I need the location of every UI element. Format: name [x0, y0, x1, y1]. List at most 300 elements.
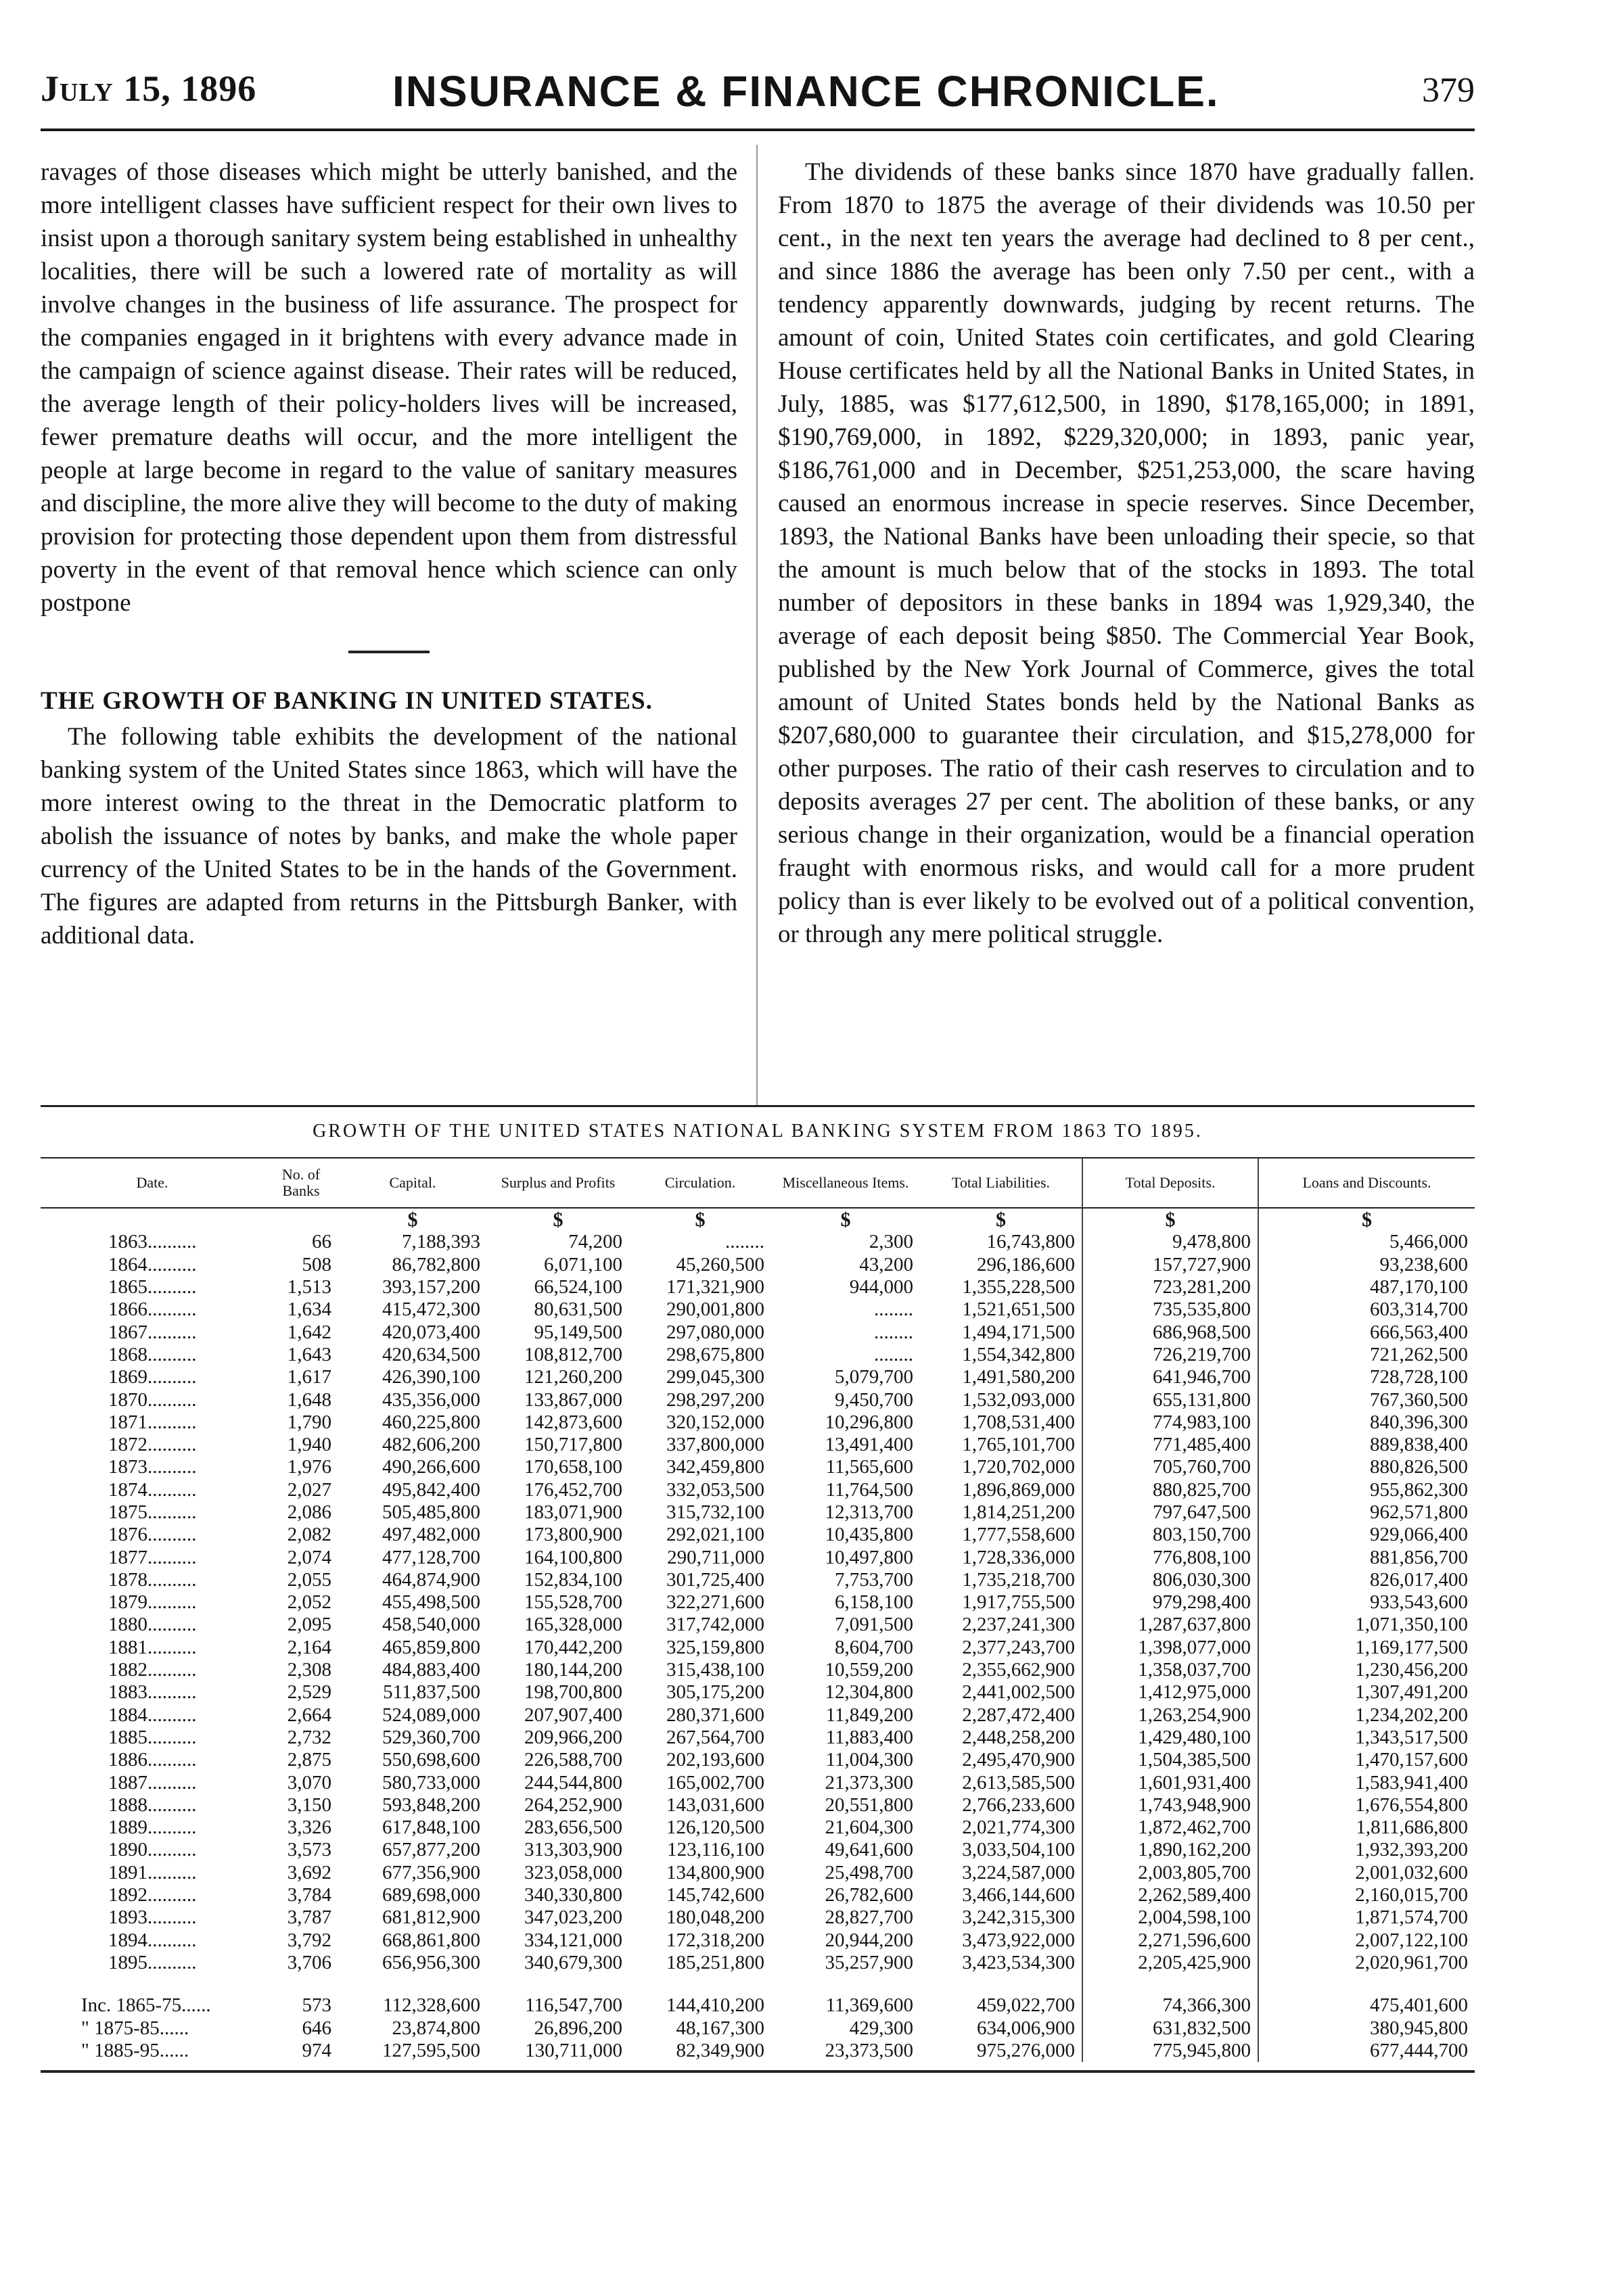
table-cell: 2,355,662,900: [962, 1659, 1075, 1681]
table-cell: 974: [302, 2039, 331, 2061]
table-cell: 2,164: [287, 1636, 331, 1658]
table-cell: 123,116,100: [667, 1839, 764, 1861]
table-cell: 1865..........: [108, 1276, 197, 1298]
table-cell: 35,257,900: [825, 1951, 913, 1973]
table-cell: 686,968,500: [1082, 1321, 1258, 1343]
table-cell: 573: [302, 1994, 331, 2017]
right-paragraph: The dividends of these banks since 1870 have gradually fallen. From 1870 to 1875 the average of their dividends was 10.50 per cent., in the next ten years the average had declined to 8 per cent., and since 1886 the average has been only 7.50 per cent., with a tendency apparently downwards, judging by recent returns. The amount of coin, United States coin certificates, and gold Clearing House certificates held by all the National Banks in United States, in July, 1885, was $177,612,500, in 1890, $178,165,000; in 1891, $190,769,000, in 1892, $229,320,000; in 1893, panic year, $186,761,000 and in December, $251,253,000, the scare having caused an enormous increase in specie reserves. Since December, 1893, the National Banks have been unloading their specie, so that the amount is much below that of the stocks in 1893. The total number of depositors in these banks in 1894 was 1,929,340, the average of each deposit being $850. The Commercial Year Book, published by the New York Journal of Commerce, gives the total amount of United States bonds held by the National Banks as $207,680,000 to guarantee their circulation, and $15,278,000 for other purposes. The ratio of their cash reserves to circulation and to deposits averages 27 per cent. The abolition of these banks, or any serious change in their organization, would be a financial operation fraught with enormous risks, and would call for a more prudent policy than is ever likely to be evolved out of a political convention, or through any mere political struggle.: [778, 158, 1475, 948]
table-cell: 657,877,200: [382, 1839, 480, 1861]
table-cell: 721,262,500: [1258, 1344, 1475, 1366]
table-cell: 1,890,162,200: [1082, 1839, 1258, 1861]
table-cell: 880,826,500: [1258, 1456, 1475, 1478]
table-row: [41, 1929, 1475, 1952]
table-cell: 2,529: [287, 1681, 331, 1704]
table-cell: 1,583,941,400: [1258, 1771, 1475, 1794]
table-cell: 1,765,101,700: [962, 1434, 1075, 1456]
table-cell: 1877..........: [108, 1546, 197, 1568]
table-cell: 677,444,700: [1258, 2040, 1475, 2062]
table-cell: 689,698,000: [382, 1884, 480, 1906]
table-cell: 655,131,800: [1082, 1388, 1258, 1411]
table-cell: 9,450,700: [835, 1388, 913, 1411]
table-cell: [338, 1974, 487, 1994]
table-cell: 3,224,587,000: [962, 1861, 1075, 1883]
table-cell: 23,373,500: [825, 2039, 913, 2061]
table-cell: 1,676,554,800: [1258, 1794, 1475, 1817]
table-cell: 1,429,480,100: [1082, 1727, 1258, 1749]
table-row: [41, 1952, 1475, 1974]
table-cell: 955,862,300: [1258, 1479, 1475, 1501]
table-cell: 3,423,534,300: [962, 1951, 1075, 1973]
table-cell: 475,401,600: [1258, 1994, 1475, 2017]
table-cell: 7,753,700: [835, 1568, 913, 1591]
table-cell: 6,071,100: [544, 1253, 622, 1275]
table-cell: 202,193,600: [666, 1749, 764, 1771]
table-cell: 797,647,500: [1082, 1501, 1258, 1524]
table-row: [41, 1456, 1475, 1478]
table-row: [41, 1704, 1475, 1727]
table-cell: 334,121,000: [524, 1929, 622, 1951]
table-cell: 2,055: [287, 1568, 331, 1591]
table-cell: 1,554,342,800: [962, 1343, 1075, 1365]
table-cell: 1,343,517,500: [1258, 1727, 1475, 1749]
table-cell: 2,052: [287, 1591, 331, 1614]
table-cell: 723,281,200: [1082, 1276, 1258, 1298]
table-cell: 296,186,600: [977, 1253, 1075, 1275]
table-cell: 1,642: [287, 1321, 331, 1343]
column-header: Loans and Discounts.: [1258, 1158, 1475, 1208]
table-row: [41, 1771, 1475, 1794]
table-cell: 2,613,585,500: [962, 1771, 1075, 1794]
table-cell: 2,020,961,700: [1258, 1952, 1475, 1974]
currency-mark: $: [1258, 1208, 1475, 1231]
table-cell: 767,360,500: [1258, 1388, 1475, 1411]
table-cell: 979,298,400: [1082, 1591, 1258, 1614]
article-columns: [41, 131, 1475, 1105]
table-cell: 1,790: [287, 1411, 331, 1433]
column-header: Total Deposits.: [1082, 1158, 1258, 1208]
table-cell: 1889..........: [108, 1817, 197, 1839]
table-cell: 1,634: [287, 1298, 331, 1321]
table-cell: [41, 1974, 264, 1994]
table-cell: 1890..........: [108, 1839, 197, 1861]
table-cell: 207,907,400: [524, 1704, 622, 1726]
table-cell: 3,150: [287, 1794, 331, 1816]
table-row: [41, 1524, 1475, 1546]
table-cell: 505,485,800: [382, 1501, 480, 1523]
table-cell: 2,287,472,400: [962, 1704, 1075, 1726]
table-cell: 172,318,200: [666, 1929, 764, 1951]
table-cell: 1,470,157,600: [1258, 1749, 1475, 1771]
table-cell: 1,708,531,400: [962, 1411, 1075, 1433]
table-row: [41, 1749, 1475, 1771]
left-paragraph-2: The following table exhibits the development of the national banking system of the United States since 1863, which will have the more interest owing to the threat in the Democratic platform to abolish the issuance of notes by banks, and make the whole paper currency of the United States to be in the hands of the Government. The figures are adapted from returns in the Pittsburgh Banker, with additional data.: [41, 723, 737, 950]
table-cell: 66: [312, 1231, 331, 1253]
table-cell: 1,494,171,500: [962, 1321, 1075, 1343]
table-cell: 435,356,000: [382, 1388, 480, 1411]
table-cell: 1,532,093,000: [962, 1388, 1075, 1411]
table-cell: 11,883,400: [825, 1726, 913, 1748]
table-cell: 2,495,470,900: [962, 1749, 1075, 1771]
table-cell: 11,004,300: [825, 1749, 913, 1771]
table-cell: 2,732: [287, 1726, 331, 1748]
table-cell: 322,271,600: [666, 1591, 764, 1614]
table-cell: 1886..........: [108, 1749, 197, 1771]
table-cell: 3,787: [287, 1906, 331, 1929]
table-cell: 95,149,500: [534, 1321, 622, 1343]
table-cell: 508: [302, 1253, 331, 1275]
table-cell: 1869..........: [108, 1366, 197, 1388]
table-cell: 415,472,300: [382, 1298, 480, 1321]
table-row: [41, 1591, 1475, 1614]
table-cell: 317,742,000: [666, 1614, 764, 1636]
table-cell: 880,825,700: [1082, 1479, 1258, 1501]
table-cell: 2,007,122,100: [1258, 1929, 1475, 1952]
table-cell: 1,071,350,100: [1258, 1614, 1475, 1636]
table-cell: 301,725,400: [666, 1568, 764, 1591]
table-cell: 681,812,900: [382, 1906, 480, 1929]
table-cell: 776,808,100: [1082, 1546, 1258, 1568]
table-cell: 2,237,241,300: [962, 1614, 1075, 1636]
table-cell: 944,000: [849, 1276, 913, 1298]
table-cell: 881,856,700: [1258, 1546, 1475, 1568]
table-cell: 529,360,700: [382, 1726, 480, 1748]
table-cell: 460,225,800: [382, 1411, 480, 1433]
table-cell: 290,711,000: [667, 1546, 764, 1568]
table-cell: 459,022,700: [977, 1994, 1075, 2017]
table-cell: 929,066,400: [1258, 1524, 1475, 1546]
table-cell: 1870..........: [108, 1388, 197, 1411]
table-cell: 1884..........: [108, 1704, 197, 1726]
table-cell: " 1885-95......: [81, 2039, 189, 2061]
table-cell: 74,366,300: [1082, 1994, 1258, 2017]
table-cell: 10,497,800: [825, 1546, 913, 1568]
table-cell: 705,760,700: [1082, 1456, 1258, 1478]
table-row: [41, 1884, 1475, 1906]
table-cell: 2,004,598,100: [1082, 1906, 1258, 1929]
table-cell: 112,328,600: [383, 1994, 480, 2017]
table-cell: 1874..........: [108, 1478, 197, 1501]
table-cell: 677,356,900: [382, 1861, 480, 1883]
table-cell: 1,932,393,200: [1258, 1839, 1475, 1861]
table-cell: 1,521,651,500: [962, 1298, 1075, 1321]
table-cell: 497,482,000: [382, 1524, 480, 1546]
newspaper-page: [41, 54, 1475, 2073]
table-row: [41, 1254, 1475, 1276]
table-cell: 93,238,600: [1258, 1254, 1475, 1276]
table-cell: 171,321,900: [666, 1276, 764, 1298]
table-row: [41, 1276, 1475, 1298]
table-cell: 3,573: [287, 1839, 331, 1861]
table-row: [41, 1479, 1475, 1501]
table-cell: 728,728,100: [1258, 1366, 1475, 1388]
table-cell: 464,874,900: [382, 1568, 480, 1591]
table-cell: [1258, 1974, 1475, 1994]
table-cell: 164,100,800: [524, 1546, 622, 1568]
table-cell: 340,330,800: [524, 1884, 622, 1906]
table-cell: 380,945,800: [1258, 2017, 1475, 2039]
table-cell: 152,834,100: [524, 1568, 622, 1591]
table-cell: 1873..........: [108, 1456, 197, 1478]
table-cell: 806,030,300: [1082, 1569, 1258, 1591]
table-cell: 20,944,200: [825, 1929, 913, 1951]
issue-date: July 15, 1896: [41, 68, 257, 109]
table-cell: 975,276,000: [977, 2039, 1075, 2061]
table-cell: [771, 1974, 920, 1994]
table-cell: 1,871,574,700: [1258, 1906, 1475, 1929]
table-cell: 127,595,500: [382, 2039, 480, 2061]
table-cell: 1,263,254,900: [1082, 1704, 1258, 1727]
table-cell: 5,466,000: [1258, 1231, 1475, 1253]
column-header: Date.: [41, 1158, 264, 1208]
table-row: [41, 1727, 1475, 1749]
table-cell: 86,782,800: [392, 1253, 480, 1275]
table-cell: 771,485,400: [1082, 1434, 1258, 1456]
table-cell: 1878..........: [108, 1568, 197, 1591]
left-column: [41, 156, 737, 952]
table-cell: 11,849,200: [825, 1704, 913, 1726]
table-cell: 20,551,800: [825, 1794, 913, 1816]
table-cell: 2,160,015,700: [1258, 1884, 1475, 1906]
column-header: Capital.: [338, 1158, 487, 1208]
table-cell: 2,271,596,600: [1082, 1929, 1258, 1952]
table-cell: 9,478,800: [1082, 1231, 1258, 1253]
banking-table: [41, 1157, 1475, 2062]
table-cell: 290,001,800: [666, 1298, 764, 1321]
table-row: [41, 1546, 1475, 1568]
table-cell: 176,452,700: [524, 1478, 622, 1501]
table-cell: 933,543,600: [1258, 1591, 1475, 1614]
table-cell: 180,048,200: [666, 1906, 764, 1929]
table-cell: 1,491,580,200: [962, 1366, 1075, 1388]
table-cell: 292,021,100: [666, 1524, 764, 1546]
table-cell: 43,200: [859, 1253, 913, 1275]
running-head: [41, 54, 1475, 131]
table-cell: 511,837,500: [383, 1681, 480, 1704]
table-cell: 3,706: [287, 1951, 331, 1973]
table-cell: 1891..........: [108, 1861, 197, 1883]
table-cell: 1,896,869,000: [962, 1478, 1075, 1501]
column-header: Circulation.: [629, 1158, 771, 1208]
right-column: [778, 156, 1475, 951]
table-cell: 1,917,755,500: [962, 1591, 1075, 1614]
table-cell: 524,089,000: [382, 1704, 480, 1726]
table-cell: 267,564,700: [666, 1726, 764, 1748]
table-row: [41, 1862, 1475, 1884]
table-cell: 2,448,258,200: [962, 1726, 1075, 1748]
table-cell: 617,848,100: [382, 1817, 480, 1839]
column-header: Miscellaneous Items.: [771, 1158, 920, 1208]
table-cell: 3,792: [287, 1929, 331, 1951]
table-cell: 244,544,800: [524, 1771, 622, 1794]
table-cell: 634,006,900: [977, 2017, 1075, 2039]
table-caption: GROWTH OF THE UNITED STATES NATIONAL BANKING SYSTEM FROM 1863 TO 1895.: [41, 1105, 1475, 1157]
table-cell: 1895..........: [108, 1951, 197, 1973]
table-cell: 420,634,500: [382, 1343, 480, 1365]
table-cell: 1,234,202,200: [1258, 1704, 1475, 1727]
table-cell: 3,473,922,000: [962, 1929, 1075, 1951]
table-cell: 337,800,000: [666, 1434, 764, 1456]
table-cell: 580,733,000: [382, 1771, 480, 1794]
table-cell: 490,266,600: [382, 1456, 480, 1478]
table-cell: 1892..........: [108, 1884, 197, 1906]
table-cell: 180,144,200: [524, 1659, 622, 1681]
column-header: Surplus and Profits: [487, 1158, 629, 1208]
column-divider: [756, 145, 758, 1105]
table-cell: 11,764,500: [825, 1478, 913, 1501]
table-cell: 16,743,800: [986, 1231, 1075, 1253]
table-row: [41, 1569, 1475, 1591]
table-cell: 1864..........: [108, 1253, 197, 1275]
table-row: [41, 2040, 1475, 2062]
table-cell: 299,045,300: [666, 1366, 764, 1388]
table-cell: 2,262,589,400: [1082, 1884, 1258, 1906]
table-cell: 426,390,100: [382, 1366, 480, 1388]
table-cell: 840,396,300: [1258, 1411, 1475, 1434]
table-cell: 10,559,200: [825, 1659, 913, 1681]
table-cell: 477,128,700: [382, 1546, 480, 1568]
currency-mark: $: [840, 1209, 851, 1232]
table-cell: [264, 1974, 338, 1994]
table-cell: 297,080,000: [666, 1321, 764, 1343]
table-cell: 1885..........: [108, 1726, 197, 1748]
publication-title: INSURANCE & FINANCE CHRONICLE.: [392, 67, 1220, 116]
table-cell: 1,940: [287, 1434, 331, 1456]
table-cell: 25,498,700: [825, 1861, 913, 1883]
table-cell: 1875..........: [108, 1501, 197, 1523]
table-cell: 1,513: [287, 1276, 331, 1298]
table-cell: 74,200: [568, 1231, 622, 1253]
table-cell: 2,875: [287, 1749, 331, 1771]
table-row: [41, 1366, 1475, 1388]
table-cell: 1,743,948,900: [1082, 1794, 1258, 1817]
table-cell: 668,861,800: [382, 1929, 480, 1951]
table-cell: 1863..........: [108, 1231, 197, 1253]
table-cell: 2,664: [287, 1704, 331, 1726]
table-cell: 1888..........: [108, 1794, 197, 1816]
table-cell: 347,023,200: [524, 1906, 622, 1929]
table-cell: 420,073,400: [382, 1321, 480, 1343]
table-cell: 1887..........: [108, 1771, 197, 1794]
table-cell: 774,983,100: [1082, 1411, 1258, 1434]
table-cell: 283,656,500: [524, 1817, 622, 1839]
table-cell: 2,074: [287, 1546, 331, 1568]
table-cell: 198,700,800: [524, 1681, 622, 1704]
table-cell: 1,412,975,000: [1082, 1681, 1258, 1704]
table-row: [41, 1298, 1475, 1321]
table-row: [41, 1501, 1475, 1524]
table-cell: 2,001,032,600: [1258, 1862, 1475, 1884]
currency-mark: $: [407, 1209, 418, 1232]
table-cell: 656,956,300: [382, 1951, 480, 1973]
table-cell: 2,095: [287, 1614, 331, 1636]
table-cell: 173,800,900: [524, 1524, 622, 1546]
table-row: [41, 1321, 1475, 1343]
table-cell: 342,459,800: [666, 1456, 764, 1478]
table-cell: [487, 1974, 629, 1994]
table-cell: 1,872,462,700: [1082, 1817, 1258, 1839]
table-cell: 495,842,400: [382, 1478, 480, 1501]
table-cell: 826,017,400: [1258, 1569, 1475, 1591]
table-cell: 631,832,500: [1082, 2017, 1258, 2039]
table-cell: 2,003,805,700: [1082, 1862, 1258, 1884]
table-cell: 455,498,500: [382, 1591, 480, 1614]
table-cell: 155,528,700: [524, 1591, 622, 1614]
table-body: [41, 1208, 1475, 2062]
table-cell: 12,313,700: [825, 1501, 913, 1523]
table-cell: 1,814,251,200: [962, 1501, 1075, 1523]
table-cell: [629, 1974, 771, 1994]
table-cell: ........: [874, 1321, 913, 1343]
table-cell: 487,170,100: [1258, 1276, 1475, 1298]
table-cell: 2,086: [287, 1501, 331, 1523]
table-cell: [920, 1974, 1082, 1994]
table-cell: ........: [874, 1343, 913, 1365]
table-cell: 1,728,336,000: [962, 1546, 1075, 1568]
bottom-rule: [41, 2070, 1475, 2073]
table-cell: 1882..........: [108, 1659, 197, 1681]
table-cell: 28,827,700: [825, 1906, 913, 1929]
table-cell: [41, 1208, 264, 1231]
table-cell: 313,303,900: [524, 1839, 622, 1861]
table-cell: 130,711,000: [525, 2039, 622, 2061]
table-cell: 26,896,200: [534, 2017, 622, 2039]
table-cell: 320,152,000: [666, 1411, 764, 1433]
column-header: Total Liabilities.: [920, 1158, 1082, 1208]
table-cell: 550,698,600: [382, 1749, 480, 1771]
table-cell: 12,304,800: [825, 1681, 913, 1704]
spacer-row: [41, 1974, 1475, 1994]
table-cell: 1,777,558,600: [962, 1524, 1075, 1546]
table-cell: 429,300: [849, 2017, 913, 2039]
table-cell: Inc. 1865-75......: [81, 1994, 211, 2017]
table-cell: 13,491,400: [825, 1434, 913, 1456]
table-cell: 226,588,700: [524, 1749, 622, 1771]
table-cell: 641,946,700: [1082, 1366, 1258, 1388]
table-cell: 603,314,700: [1258, 1298, 1475, 1321]
table-cell: 1879..........: [108, 1591, 197, 1614]
table-cell: 3,466,144,600: [962, 1884, 1075, 1906]
table-cell: 209,966,200: [524, 1726, 622, 1748]
table-cell: 3,692: [287, 1861, 331, 1883]
table-cell: 23,874,800: [392, 2017, 480, 2039]
table-cell: 962,571,800: [1258, 1501, 1475, 1524]
section-heading: THE GROWTH OF BANKING IN UNITED STATES.: [41, 687, 653, 715]
table-cell: 2,308: [287, 1659, 331, 1681]
table-row: [41, 1614, 1475, 1636]
currency-mark: $: [695, 1209, 706, 1232]
table-cell: 108,812,700: [524, 1343, 622, 1365]
table-cell: 315,438,100: [666, 1659, 764, 1681]
table-cell: 1,355,228,500: [962, 1276, 1075, 1298]
table-cell: 144,410,200: [666, 1994, 764, 2017]
currency-mark: $: [1082, 1208, 1258, 1231]
table-cell: 157,727,900: [1082, 1254, 1258, 1276]
table-row: [41, 1411, 1475, 1434]
table-cell: 482,606,200: [382, 1434, 480, 1456]
table-cell: 1,617: [287, 1366, 331, 1388]
table-row: [41, 1906, 1475, 1929]
table-cell: 1871..........: [108, 1411, 197, 1433]
table-cell: 315,732,100: [666, 1501, 764, 1523]
table-cell: 1,504,385,500: [1082, 1749, 1258, 1771]
table-cell: 264,252,900: [524, 1794, 622, 1816]
table-cell: 803,150,700: [1082, 1524, 1258, 1546]
table-cell: 66,524,100: [534, 1276, 622, 1298]
table-cell: " 1875-85......: [81, 2017, 189, 2039]
table-cell: 2,377,243,700: [962, 1636, 1075, 1658]
table-row: [41, 1994, 1475, 2017]
table-cell: 280,371,600: [666, 1704, 764, 1726]
